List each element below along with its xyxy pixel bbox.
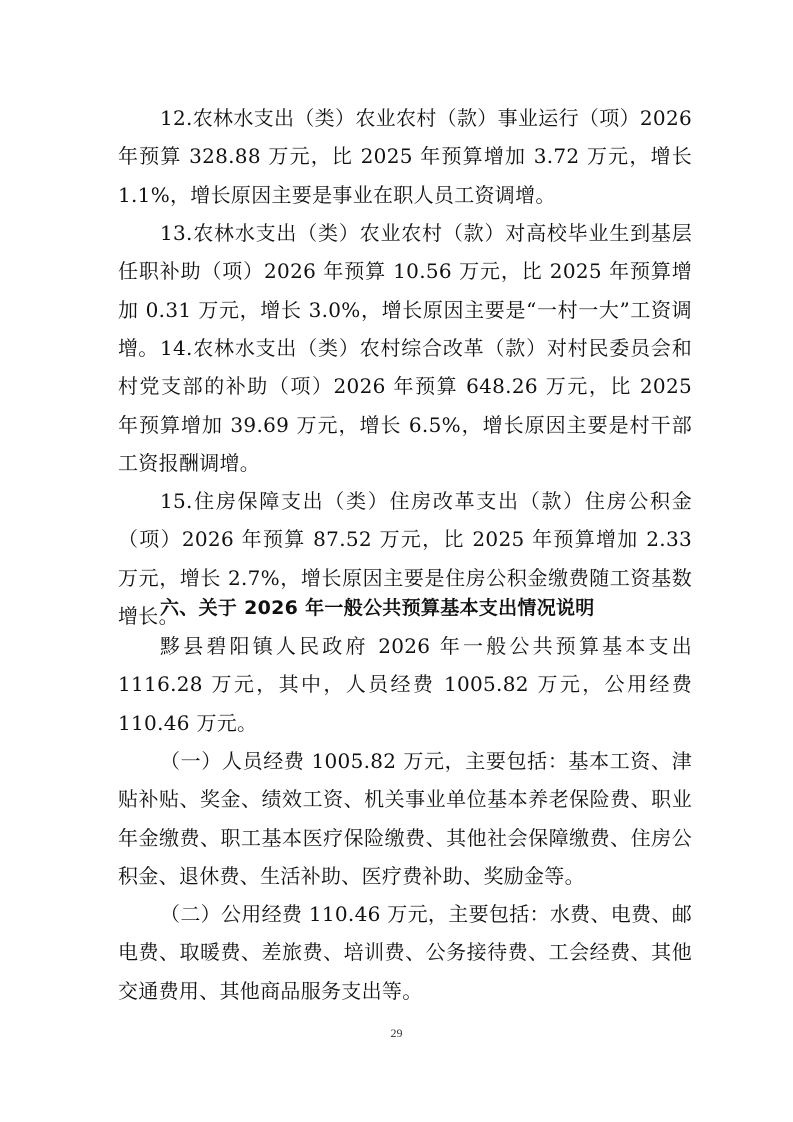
section-heading: 六、关于 2026 年一般公共预算基本支出情况说明 — [160, 597, 595, 619]
public-expense-paragraph: （二）公用经费 110.46 万元，主要包括：水费、电费、邮电费、取暖费、差旅费、培训费、公务接待费、工会经费、其他交通费用、其他商品服务支出等。 — [118, 902, 692, 1003]
paragraph-item-12: 12.农林水支出（类）农业农村（款）事业运行（项）2026年预算 328.88 万元，比 2025 年预算增加 3.72 万元，增长 1.1%，增长原因主要是事业在职人员工资调增。 — [118, 106, 692, 207]
paragraph-item-13: 13.农林水支出（类）农业农村（款）对高校毕业生到基层任职补助（项）2026 年预算 10.56 万元，比 2025 年预算增加 0.31 万元，增长 3.0%，增长原因主要是“一村一大”工资调增。 — [118, 221, 692, 360]
page-number: 29 — [390, 1026, 403, 1040]
paragraph-item-15: 15.住房保障支出（类）住房改革支出（款）住房公积金（项）2026 年预算 87.52 万元，比 2025 年预算增加 2.33 万元，增长 2.7%，增长原因主要是住房公积金缴费随工资基数增长。 — [118, 489, 692, 628]
section-intro-paragraph: 黟县碧阳镇人民政府 2026 年一般公共预算基本支出 1116.28 万元，其中，人员经费 1005.82 万元，公用经费 110.46 万元。 — [118, 634, 692, 735]
personnel-expense-paragraph: （一）人员经费 1005.82 万元，主要包括：基本工资、津贴补贴、奖金、绩效工资、机关事业单位基本养老保险费、职业年金缴费、职工基本医疗保险缴费、其他社会保障缴费、住房公积金、退休费、生活补助、医疗费补助、奖励金等。 — [118, 749, 692, 888]
paragraph-item-14: 14.农林水支出（类）农村综合改革（款）对村民委员会和村党支部的补助（项）2026 年预算 648.26 万元，比 2025 年预算增加 39.69 万元，增长 6.5%，增长原因主要是村干部工资报酬调增。 — [118, 336, 692, 475]
